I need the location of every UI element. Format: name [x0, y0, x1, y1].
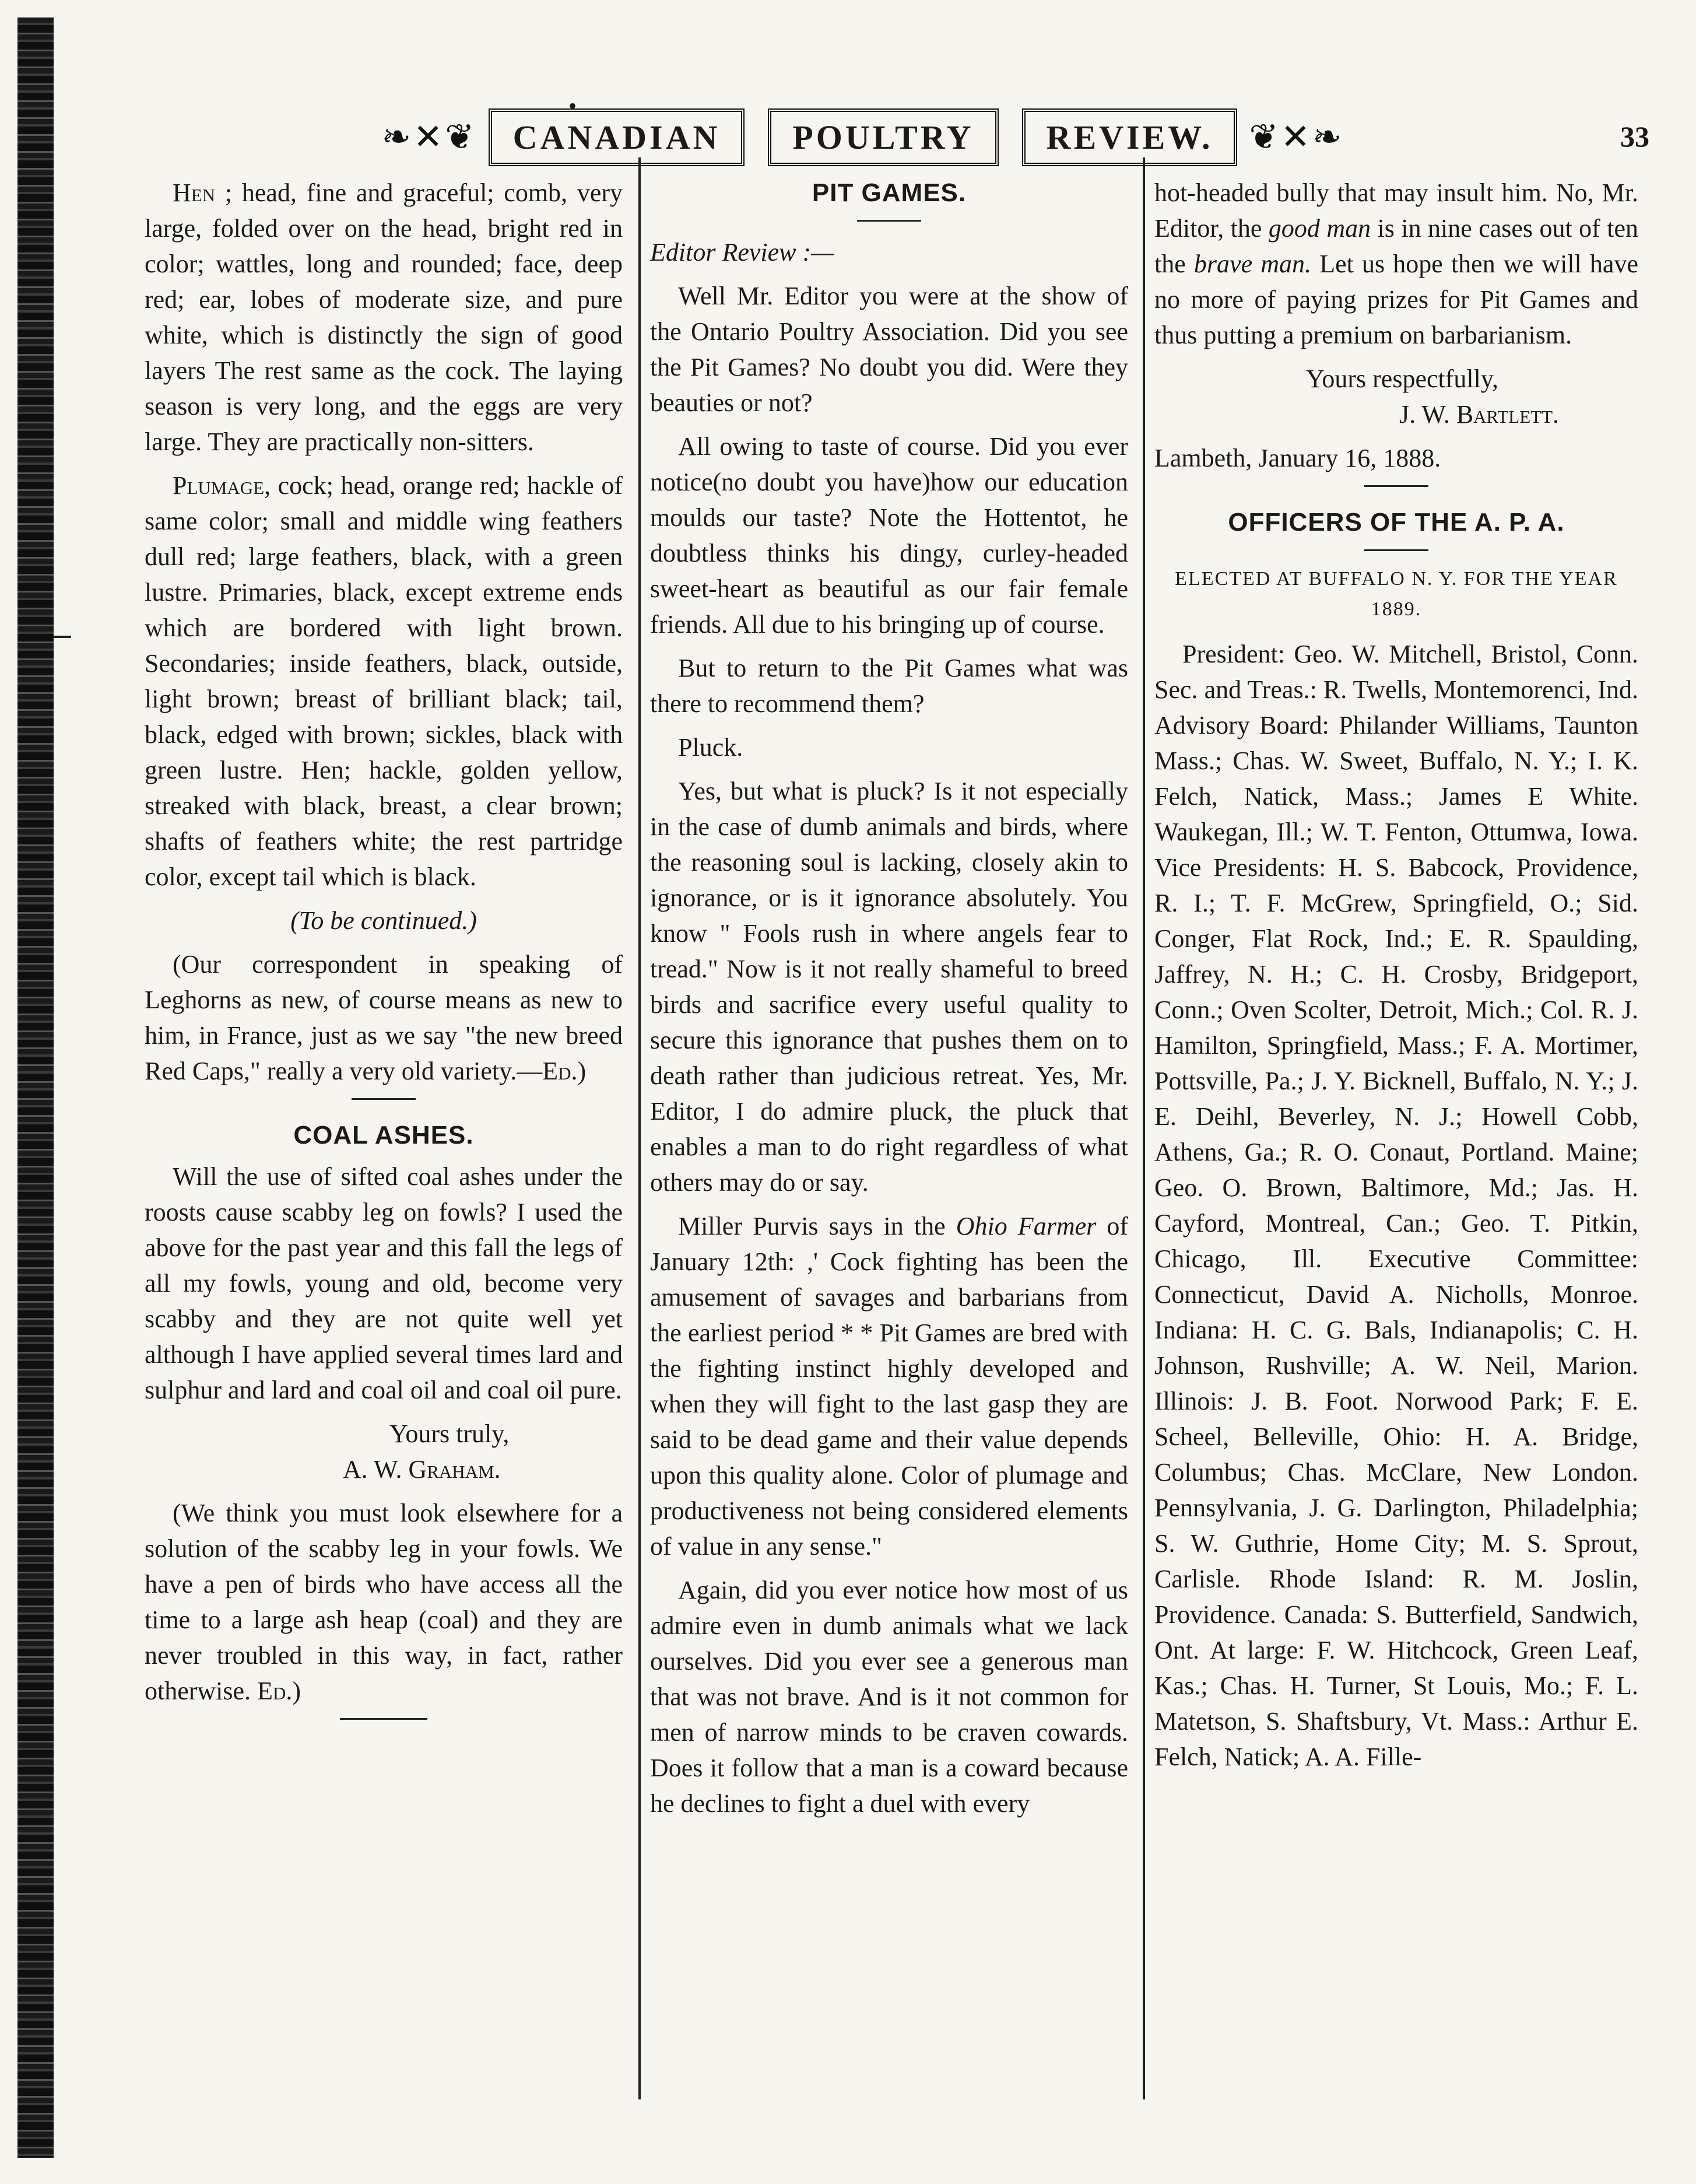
masthead-word-review: REVIEW. [1022, 108, 1238, 166]
coal-ashes-letter: Will the use of sifted coal ashes under the roosts cause scabby leg on fowls? I used the above for the past year and this fall the legs of all my fowls, young and old, become very scabby and they are not quite well yet although I have applied several times lard and sulphur and lard and coal oil and coal oil pure. [145, 1162, 623, 1404]
pit-games-conclusion [1154, 175, 1638, 353]
salutation-text: Editor Review :— [650, 238, 834, 267]
editor-note [145, 946, 623, 1089]
masthead-dot: • [568, 93, 577, 119]
right-ornament-icon: ❦✕❧ [1249, 118, 1344, 156]
hen-text: ; head, fine and graceful; comb, very large, folded over on the head, bright red in color; wattles, long and rounded; face, deep red; ear, lobes of moderate size, and pure white, which is distinctly the sign of good layers The rest same as the cock. The laying season is very long, and the eggs are very large. They are practically non-sitters. [145, 178, 623, 456]
masthead [381, 99, 1344, 175]
conclusion-c: Let us hope then we will have no more of paying prizes for Pit Games and thus putting a premium on barbarianism. [1154, 250, 1638, 349]
heading-rule [857, 220, 921, 222]
good-man-emphasis: good man [1268, 214, 1371, 243]
coal-ashes-reply-text: (We think you must look elsewhere for a solution of the scabby leg in your fowls. We have a pen of birds who have access all the time to a large ash heap (coal) and they are never troubled in this way, in fact, rather otherwise. [145, 1499, 623, 1705]
hen-description [145, 175, 623, 460]
coal-ashes-closing: Yours truly, [389, 1419, 510, 1448]
coal-ashes-reply [145, 1495, 623, 1709]
column-rule-2 [1143, 157, 1145, 2099]
coal-ashes-reply-ed: Ed.) [257, 1677, 301, 1705]
editor-note-ed: Ed. [542, 1057, 578, 1085]
officers-heading: OFFICERS OF THE A. P. A. [1228, 508, 1565, 537]
to-be-continued: (To be continued.) [290, 906, 477, 935]
end-divider [340, 1718, 427, 1720]
binding-edge [17, 17, 54, 2158]
masthead-word-canadian: CANADIAN [489, 108, 745, 166]
officers-subheading: ELECTED AT BUFFALO N. Y. FOR THE YEAR 1889. [1175, 568, 1618, 620]
binding-notch [54, 636, 71, 638]
pit-games-signature: J. W. Bartlett. [1399, 400, 1560, 429]
pit-games-p1: Well Mr. Editor you were at the show of the Ontario Poultry Association. Did you see the Pit Games? No doubt you did. Were they beauties or not? [650, 282, 1128, 417]
pit-games-heading: PIT GAMES. [812, 178, 967, 207]
pit-games-p3: But to return to the Pit Games what was there to recommend them? [650, 654, 1128, 718]
column-3 [1154, 175, 1638, 2117]
column-1 [145, 175, 623, 2117]
plumage-lead: Plumage, [173, 471, 271, 500]
pit-games-p2: All owing to taste of course. Did you ever notice(no doubt you have)how our education moulds our taste? Note the Hottentot, he doubtless thinks his dingy, curley-headed sweet-heart as beautiful as our fair female friends. All due to his bringing up of course. [650, 432, 1128, 639]
column-rule-1 [638, 157, 641, 2099]
pit-games-p4: Pluck. [678, 733, 743, 762]
section-divider [352, 1098, 416, 1100]
left-ornament-icon: ❧✕❦ [381, 118, 477, 156]
ohio-farmer-title: Ohio Farmer [956, 1212, 1097, 1240]
quote-body: of January 12th: ,' Cock fighting has been the amusement of savages and barbarians from the earliest period * * Pit Games are bred with the fighting instinct highly developed and when they will fight to the last gasp they are said to be dead game and their value depends upon this quality alone. Color of plumage and productiveness not being considered elements of value in any sense." [650, 1212, 1128, 1561]
coal-ashes-signature: A. W. Graham. [343, 1455, 501, 1484]
salutation [650, 234, 1128, 270]
pit-games-dateline: Lambeth, January 16, 1888. [1154, 444, 1441, 472]
conclusion-b: is in nine cases out of ten the [1154, 214, 1638, 278]
editor-note-text: (Our correspondent in speaking of Leghorns as new, of course means as new to him, in France, just as we say "the new breed Red Caps," really a very old variety.— [145, 950, 623, 1085]
conclusion-a: hot-headed bully that may insult him. No, Mr. Editor, the [1154, 178, 1638, 243]
officers-rule [1364, 549, 1428, 551]
pit-games-p7: Again, did you ever notice how most of us admire even in dumb animals what we lack ourselves. Did you ever see a generous man that was not brave. And is it not common for men of narrow minds to be craven cowards. Does it follow that a man is a coward because he declines to fight a duel with every [650, 1576, 1128, 1818]
pit-games-p6 [650, 1208, 1128, 1564]
page-number: 33 [1620, 120, 1649, 153]
hen-lead: Hen [173, 178, 216, 207]
section-divider-2 [1364, 485, 1428, 487]
pit-games-closing: Yours respectfully, [1306, 364, 1498, 393]
brave-man-emphasis: brave man. [1193, 250, 1312, 278]
column-2 [650, 175, 1128, 2117]
coal-ashes-heading: COAL ASHES. [293, 1121, 474, 1149]
masthead-word-poultry: POULTRY [768, 108, 998, 166]
pit-games-p5: Yes, but what is pluck? Is it not especially in the case of dumb animals and birds, where the reasoning soul is lacking, closely akin to ignorance, or is it ignorance absolutely. You know " Fools rush in where angels fear to tread." Now is it not really shameful to breed birds and sacrifice every useful quality to secure this ignorance that pushes them on to death rather than judicious retreat. Yes, Mr. Editor, I do admire pluck, the pluck that enables a man to do right regardless of what others may do or say. [650, 777, 1128, 1197]
quote-intro: Miller Purvis says in the [678, 1212, 946, 1240]
plumage-description [145, 468, 623, 895]
plumage-text: cock; head, orange red; hackle of same color; small and middle wing feathers dull red; large feathers, black, with a green lustre. Primaries, black, except extreme ends which are bordered with light brown. Secondaries; inside feathers, black, outside, light brown; breast of brilliant black; tail, black, edged with brown; sickles, black with green lustre. Hen; hackle, golden yellow, streaked with black, breast, a clear brown; shafts of feathers white; the rest partridge color, except tail which is black. [145, 471, 623, 891]
editor-note-close: ) [577, 1057, 587, 1085]
officers-list: President: Geo. W. Mitchell, Bristol, Conn. Sec. and Treas.: R. Twells, Montemorenci, Ind. Advisory Board: Philander Williams, Taunton Mass.; Chas. W. Sweet, Buffalo, N. Y.; I. K. Felch, Natick, Mass.; James E White. Waukegan, Ill.; W. T. Fenton, Ottumwa, Iowa. Vice Presidents: H. S. Babcock, Providence, R. I.; T. F. McGrew, Springfield, O.; Sid. Conger, Flat Rock, Ind.; E. R. Spaulding, Jaffrey, N. H.; C. H. Crosby, Bridgeport, Conn.; Oven Scolter, Detroit, Mich.; Col. R. J. Hamilton, Springfield, Mass.; F. A. Mortimer, Pottsville, Pa.; J. Y. Bicknell, Buffalo, N. Y.; J. E. Deihl, Beverley, N. J.; Howell Cobb, Athens, Ga.; R. O. Conaut, Portland. Maine; Geo. O. Brown, Baltimore, Md.; Jas. H. Cayford, Montreal, Can.; Geo. T. Pitkin, Chicago, Ill. Executive Committee: Connecticut, David A. Nicholls, Monroe. Indiana: H. C. G. Bals, Indianapolis; C. H. Johnson, Rushville; A. W. Neil, Marion. Illinois: J. B. Foot. Norwood Park; F. E. Scheel, Belleville, Ohio: H. A. Bridge, Columbus; Chas. McClare, New London. Pennsylvania, J. G. Darlington, Philadelphia; S. W. Guthrie, Home City; M. S. Sprout, Carlisle. Rhode Island: R. M. Joslin, Providence. Canada: S. Butterfield, Sandwich, Ont. At large: F. W. Hitchcock, Green Leaf, Kas.; Chas. H. Turner, St Louis, Mo.; F. L. Matetson, S. Shaftsbury, Vt. Mass.: Arthur E. Felch, Natick; A. A. Fille- [1154, 640, 1638, 1771]
